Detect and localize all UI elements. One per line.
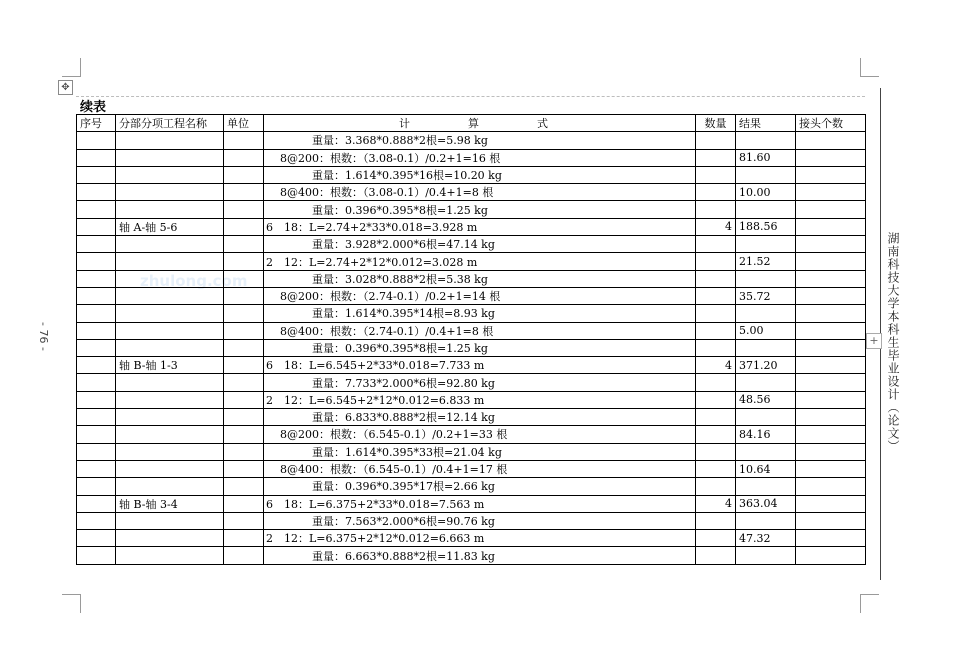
table-row xyxy=(77,166,866,183)
cell-unit xyxy=(224,391,264,408)
cell-qty xyxy=(696,547,736,564)
cell-joints xyxy=(796,236,866,253)
col-header-formula: 计 算 式 xyxy=(264,115,696,132)
cell-unit xyxy=(224,149,264,166)
table-row xyxy=(77,409,866,426)
cell-name xyxy=(116,374,224,391)
cell-name xyxy=(116,512,224,529)
crop-mark-top-right xyxy=(860,58,879,77)
cell-unit xyxy=(224,426,264,443)
crop-mark-bottom-left xyxy=(62,594,81,613)
cell-name xyxy=(116,478,224,495)
cell-formula: 重量：0.396*0.395*8根=1.25 kg xyxy=(264,201,696,218)
table-row xyxy=(77,132,866,149)
cell-unit xyxy=(224,460,264,477)
cell-unit xyxy=(224,166,264,183)
cell-no xyxy=(77,409,116,426)
cell-unit xyxy=(224,512,264,529)
cell-formula: 重量：3.368*0.888*2根=5.98 kg xyxy=(264,132,696,149)
col-header-result: 结果 xyxy=(736,115,796,132)
cell-no xyxy=(77,478,116,495)
cell-joints xyxy=(796,426,866,443)
cell-name: 轴 A-轴 5-6 xyxy=(116,218,224,235)
cell-result xyxy=(736,409,796,426)
cell-unit xyxy=(224,443,264,460)
cell-joints xyxy=(796,201,866,218)
cell-no xyxy=(77,287,116,304)
cell-unit xyxy=(224,270,264,287)
cell-result: 35.72 xyxy=(736,287,796,304)
side-header-label: 湖南科技大学本科生毕业设计（论文） xyxy=(886,232,900,453)
cell-formula: 重量：3.028*0.888*2根=5.38 kg xyxy=(264,270,696,287)
cell-unit xyxy=(224,409,264,426)
cell-result xyxy=(736,547,796,564)
table-row xyxy=(77,236,866,253)
table-row xyxy=(77,253,866,270)
cell-unit xyxy=(224,236,264,253)
cell-joints xyxy=(796,218,866,235)
cell-formula: 重量：0.396*0.395*8根=1.25 kg xyxy=(264,339,696,356)
cell-qty xyxy=(696,305,736,322)
cell-name xyxy=(116,322,224,339)
cell-name xyxy=(116,426,224,443)
move-icon[interactable]: ✥ xyxy=(58,80,73,95)
cell-no xyxy=(77,184,116,201)
table-row xyxy=(77,305,866,322)
cell-formula: 6 18：L=6.545+2*33*0.018=7.733 m xyxy=(264,357,696,374)
cell-no xyxy=(77,149,116,166)
cell-joints xyxy=(796,166,866,183)
cell-result: 188.56 xyxy=(736,218,796,235)
cell-name xyxy=(116,530,224,547)
table-row xyxy=(77,201,866,218)
cell-qty xyxy=(696,132,736,149)
cell-result: 10.64 xyxy=(736,460,796,477)
cell-no xyxy=(77,460,116,477)
cell-joints xyxy=(796,132,866,149)
col-header-no: 序号 xyxy=(77,115,116,132)
cell-name xyxy=(116,270,224,287)
cell-joints xyxy=(796,305,866,322)
cell-joints xyxy=(796,270,866,287)
cell-formula: 8@400：根数：（6.545-0.1）/0.4+1=17 根 xyxy=(264,460,696,477)
cell-no xyxy=(77,547,116,564)
table-header-row xyxy=(77,115,866,132)
cell-qty xyxy=(696,443,736,460)
cell-result: 363.04 xyxy=(736,495,796,512)
cell-formula: 8@400：根数：（2.74-0.1）/0.4+1=8 根 xyxy=(264,322,696,339)
add-button[interactable]: + xyxy=(866,333,882,349)
cell-result: 5.00 xyxy=(736,322,796,339)
cell-no xyxy=(77,201,116,218)
page-title: 续表 xyxy=(80,100,107,115)
cell-unit xyxy=(224,547,264,564)
table-row xyxy=(77,322,866,339)
cell-qty xyxy=(696,374,736,391)
watermark: zhulong.com xyxy=(140,272,248,290)
cell-joints xyxy=(796,149,866,166)
cell-qty xyxy=(696,478,736,495)
cell-unit xyxy=(224,253,264,270)
cell-unit xyxy=(224,530,264,547)
cell-unit xyxy=(224,132,264,149)
cell-result: 21.52 xyxy=(736,253,796,270)
calculation-table xyxy=(76,114,866,565)
cell-unit xyxy=(224,357,264,374)
table-row xyxy=(77,184,866,201)
cell-name: 轴 B-轴 1-3 xyxy=(116,357,224,374)
col-header-unit: 单位 xyxy=(224,115,264,132)
cell-result: 48.56 xyxy=(736,391,796,408)
table-row xyxy=(77,357,866,374)
col-header-name: 分部分项工程名称 xyxy=(116,115,224,132)
cell-result: 371.20 xyxy=(736,357,796,374)
cell-unit xyxy=(224,218,264,235)
cell-formula: 重量：6.833*0.888*2根=12.14 kg xyxy=(264,409,696,426)
col-header-qty: 数量 xyxy=(696,115,736,132)
cell-no xyxy=(77,495,116,512)
cell-formula: 2 12：L=6.545+2*12*0.012=6.833 m xyxy=(264,391,696,408)
table-row xyxy=(77,218,866,235)
cell-joints xyxy=(796,374,866,391)
cell-name xyxy=(116,132,224,149)
cell-formula: 2 12：L=2.74+2*12*0.012=3.028 m xyxy=(264,253,696,270)
cell-no xyxy=(77,132,116,149)
table-row xyxy=(77,443,866,460)
cell-no xyxy=(77,236,116,253)
cell-qty xyxy=(696,409,736,426)
cell-name xyxy=(116,391,224,408)
cell-formula: 重量：6.663*0.888*2根=11.83 kg xyxy=(264,547,696,564)
cell-name xyxy=(116,305,224,322)
cell-joints xyxy=(796,184,866,201)
cell-qty xyxy=(696,460,736,477)
cell-joints xyxy=(796,512,866,529)
cell-name xyxy=(116,443,224,460)
table-row xyxy=(77,270,866,287)
table-row xyxy=(77,339,866,356)
cell-unit xyxy=(224,374,264,391)
cell-formula: 重量：7.733*2.000*6根=92.80 kg xyxy=(264,374,696,391)
cell-joints xyxy=(796,339,866,356)
table-row xyxy=(77,149,866,166)
cell-no xyxy=(77,391,116,408)
cell-joints xyxy=(796,460,866,477)
cell-unit xyxy=(224,478,264,495)
cell-no xyxy=(77,305,116,322)
cell-result xyxy=(736,236,796,253)
cell-result xyxy=(736,270,796,287)
cell-result xyxy=(736,374,796,391)
cell-name xyxy=(116,166,224,183)
cell-qty xyxy=(696,287,736,304)
cell-formula: 重量：1.614*0.395*14根=8.93 kg xyxy=(264,305,696,322)
cell-qty xyxy=(696,322,736,339)
cell-name xyxy=(116,149,224,166)
cell-no xyxy=(77,374,116,391)
cell-no xyxy=(77,322,116,339)
cell-name xyxy=(116,287,224,304)
cell-joints xyxy=(796,391,866,408)
cell-no xyxy=(77,253,116,270)
table-row xyxy=(77,530,866,547)
cell-joints xyxy=(796,287,866,304)
cell-unit xyxy=(224,322,264,339)
cell-qty xyxy=(696,166,736,183)
cell-no xyxy=(77,426,116,443)
table-row xyxy=(77,495,866,512)
cell-qty xyxy=(696,426,736,443)
table-row xyxy=(77,391,866,408)
table-boundary xyxy=(76,96,865,97)
cell-joints xyxy=(796,253,866,270)
cell-no xyxy=(77,357,116,374)
cell-joints xyxy=(796,547,866,564)
cell-formula: 重量：1.614*0.395*16根=10.20 kg xyxy=(264,166,696,183)
cell-formula: 重量：0.396*0.395*17根=2.66 kg xyxy=(264,478,696,495)
table-row xyxy=(77,478,866,495)
cell-formula: 8@400：根数：（3.08-0.1）/0.4+1=8 根 xyxy=(264,184,696,201)
cell-no xyxy=(77,270,116,287)
table-row xyxy=(77,547,866,564)
cell-no xyxy=(77,218,116,235)
cell-result xyxy=(736,305,796,322)
cell-result xyxy=(736,478,796,495)
table-row xyxy=(77,460,866,477)
cell-joints xyxy=(796,530,866,547)
cell-no xyxy=(77,339,116,356)
cell-result xyxy=(736,443,796,460)
cell-formula: 重量：3.928*2.000*6根=47.14 kg xyxy=(264,236,696,253)
table-row xyxy=(77,374,866,391)
cell-name xyxy=(116,253,224,270)
cell-joints xyxy=(796,495,866,512)
cell-result xyxy=(736,512,796,529)
cell-no xyxy=(77,512,116,529)
cell-formula: 重量：1.614*0.395*33根=21.04 kg xyxy=(264,443,696,460)
cell-name xyxy=(116,184,224,201)
cell-formula: 6 18：L=2.74+2*33*0.018=3.928 m xyxy=(264,218,696,235)
cell-result: 10.00 xyxy=(736,184,796,201)
cell-result xyxy=(736,339,796,356)
cell-formula: 8@200：根数：（6.545-0.1）/0.2+1=33 根 xyxy=(264,426,696,443)
cell-qty xyxy=(696,149,736,166)
crop-mark-bottom-right xyxy=(860,594,879,613)
cell-name xyxy=(116,236,224,253)
cell-formula: 8@200：根数：（2.74-0.1）/0.2+1=14 根 xyxy=(264,287,696,304)
cell-qty xyxy=(696,339,736,356)
cell-formula: 2 12：L=6.375+2*12*0.012=6.663 m xyxy=(264,530,696,547)
cell-result xyxy=(736,201,796,218)
crop-mark-top-left xyxy=(62,58,81,77)
cell-formula: 8@200：根数：（3.08-0.1）/0.2+1=16 根 xyxy=(264,149,696,166)
cell-joints xyxy=(796,357,866,374)
cell-unit xyxy=(224,184,264,201)
cell-joints xyxy=(796,443,866,460)
cell-result: 47.32 xyxy=(736,530,796,547)
cell-formula: 重量：7.563*2.000*6根=90.76 kg xyxy=(264,512,696,529)
cell-unit xyxy=(224,201,264,218)
cell-no xyxy=(77,443,116,460)
table-body xyxy=(77,132,866,564)
cell-qty: 4 xyxy=(696,495,736,512)
cell-no xyxy=(77,166,116,183)
cell-qty xyxy=(696,270,736,287)
cell-qty xyxy=(696,530,736,547)
cell-result xyxy=(736,166,796,183)
cell-result: 81.60 xyxy=(736,149,796,166)
cell-name xyxy=(116,460,224,477)
cell-no xyxy=(77,530,116,547)
cell-name: 轴 B-轴 3-4 xyxy=(116,495,224,512)
cell-formula: 6 18：L=6.375+2*33*0.018=7.563 m xyxy=(264,495,696,512)
cell-unit xyxy=(224,287,264,304)
cell-result: 84.16 xyxy=(736,426,796,443)
cell-name xyxy=(116,547,224,564)
cell-qty xyxy=(696,512,736,529)
cell-name xyxy=(116,339,224,356)
cell-joints xyxy=(796,409,866,426)
cell-joints xyxy=(796,478,866,495)
cell-qty xyxy=(696,201,736,218)
cell-qty: 4 xyxy=(696,218,736,235)
cell-unit xyxy=(224,339,264,356)
cell-name xyxy=(116,201,224,218)
cell-name xyxy=(116,409,224,426)
cell-qty xyxy=(696,236,736,253)
cell-result xyxy=(736,132,796,149)
cell-qty xyxy=(696,253,736,270)
table-row xyxy=(77,512,866,529)
table-row xyxy=(77,287,866,304)
cell-qty xyxy=(696,184,736,201)
cell-joints xyxy=(796,322,866,339)
cell-qty: 4 xyxy=(696,357,736,374)
cell-qty xyxy=(696,391,736,408)
cell-unit xyxy=(224,305,264,322)
page-number: - 76 - xyxy=(37,322,50,351)
col-header-joints: 接头个数 xyxy=(796,115,866,132)
table-row xyxy=(77,426,866,443)
cell-unit xyxy=(224,495,264,512)
